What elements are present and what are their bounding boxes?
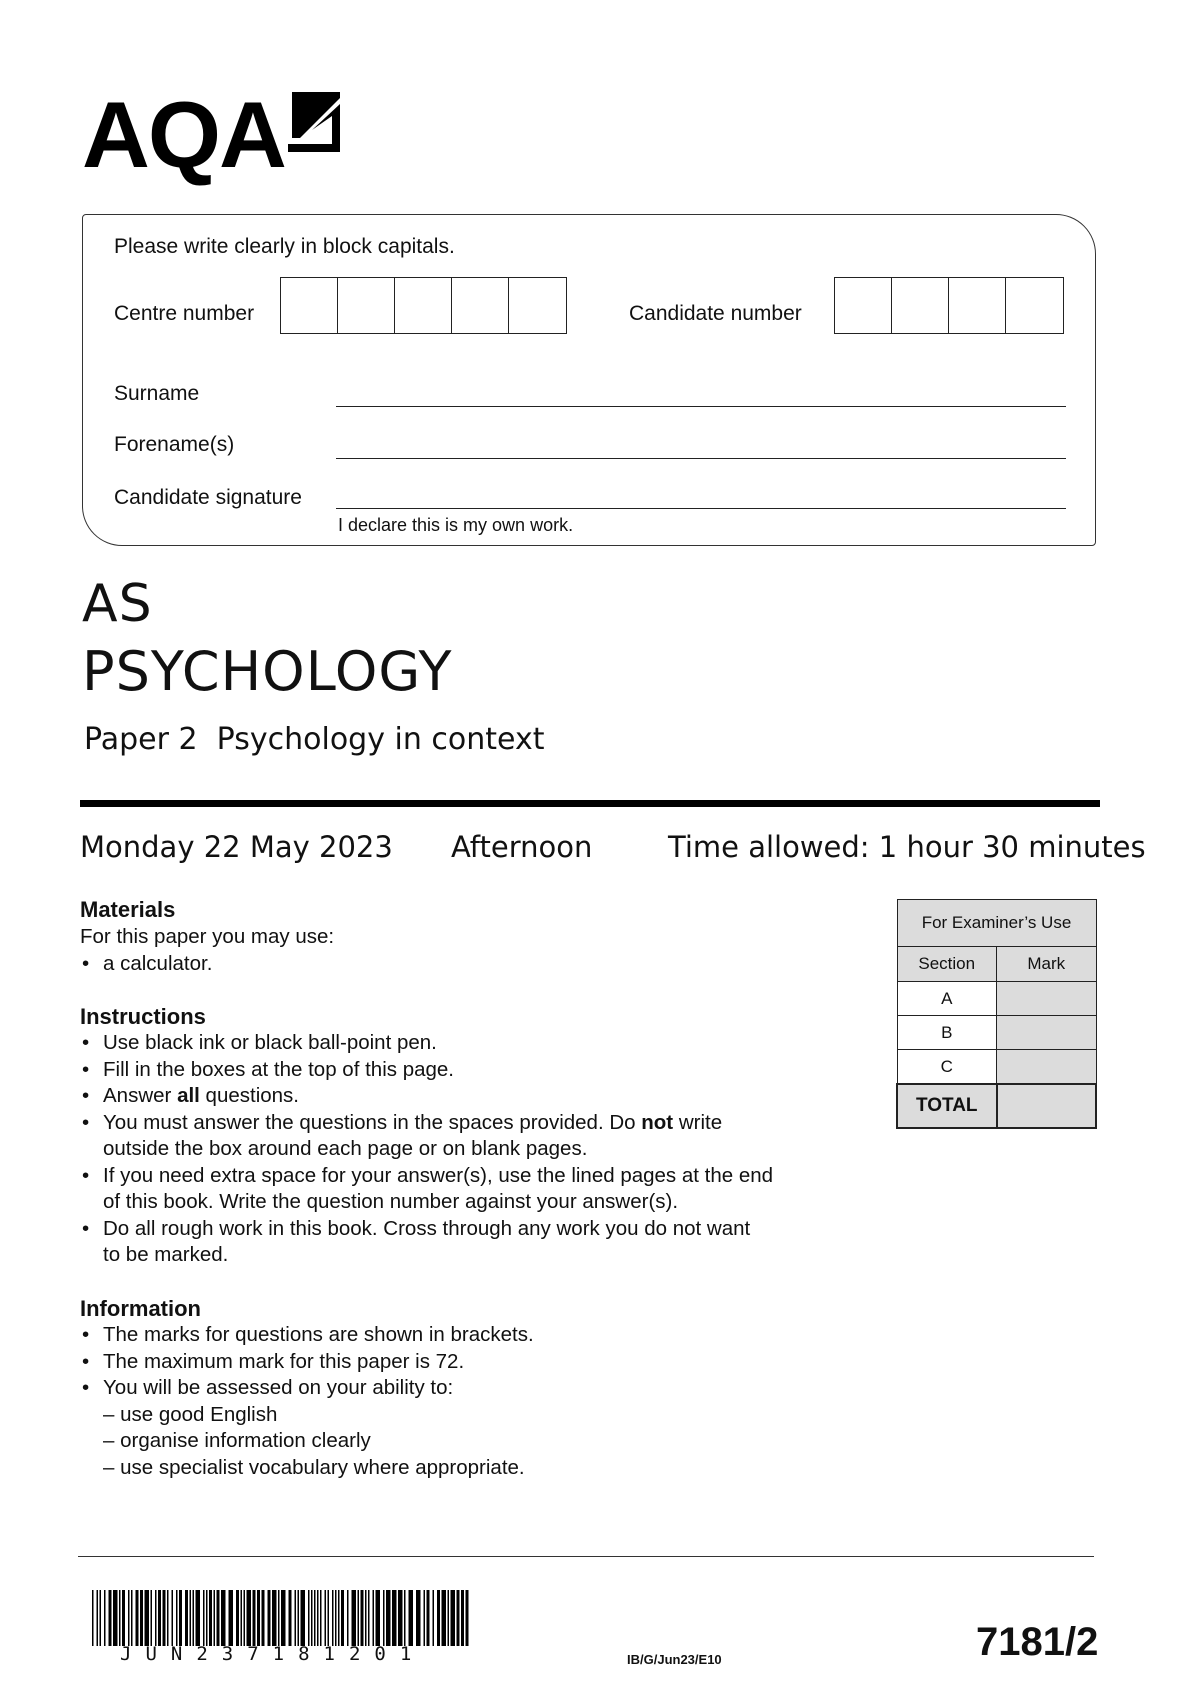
signature-label: Candidate signature xyxy=(114,486,302,509)
list-item: – use specialist vocabulary where appropriate. xyxy=(103,1455,525,1479)
candidate-digit-box[interactable] xyxy=(835,278,892,333)
surname-label: Surname xyxy=(114,382,200,405)
declaration-text: I declare this is my own work. xyxy=(338,515,574,535)
paper-reference: IB/G/Jun23/E10 xyxy=(627,1652,722,1667)
exam-session: Afternoon xyxy=(451,830,593,864)
aqa-logo-icon xyxy=(282,92,340,152)
time-allowed: Time allowed: 1 hour 30 minutes xyxy=(668,830,1146,864)
section-c-cell: C xyxy=(897,1050,997,1085)
list-item: • Answer all questions. xyxy=(82,1084,300,1107)
list-item: • Do all rough work in this book. Cross through any work you do not want to be marked. xyxy=(82,1216,751,1266)
list-item: • a calculator. xyxy=(82,951,213,975)
section-a-cell: A xyxy=(897,982,997,1016)
candidate-digit-box[interactable] xyxy=(949,278,1006,333)
section-b-cell: B xyxy=(897,1016,997,1050)
title-rule xyxy=(80,800,1100,807)
paper-code: 7181/2 xyxy=(976,1620,1099,1664)
centre-digit-box[interactable] xyxy=(281,278,338,333)
materials-intro: For this paper you may use: xyxy=(80,925,335,948)
instructions-heading: Instructions xyxy=(80,1004,206,1029)
centre-number-label: Centre number xyxy=(114,302,255,325)
centre-digit-box[interactable] xyxy=(509,278,566,333)
candidate-number-boxes[interactable] xyxy=(834,277,1064,334)
examiner-table-title: For Examiner’s Use xyxy=(897,900,1096,947)
candidate-number-label: Candidate number xyxy=(629,302,802,325)
materials-section xyxy=(80,924,840,977)
forename-label: Forename(s) xyxy=(114,433,235,456)
instructions-section xyxy=(80,1030,880,1269)
surname-line[interactable] xyxy=(336,406,1066,407)
list-item: • The marks for questions are shown in brackets. xyxy=(82,1323,534,1346)
list-item: • If you need extra space for your answer(s), use the lined pages at the end of this book. Write the question number against your answer(s). xyxy=(82,1163,774,1213)
list-item: • The maximum mark for this paper is 72. xyxy=(82,1349,465,1373)
signature-line[interactable] xyxy=(336,508,1066,509)
list-item: • You must answer the questions in the spaces provided. Do not write outside the box around each page or on blank pages. xyxy=(82,1110,723,1160)
list-item: – use good English xyxy=(103,1402,278,1426)
centre-number-boxes[interactable] xyxy=(280,277,567,334)
mark-cell[interactable] xyxy=(997,1016,1097,1050)
paper-title: Psychology in context xyxy=(216,722,545,757)
footer-rule xyxy=(78,1556,1094,1557)
exam-level: AS xyxy=(82,574,153,634)
information-heading: Information xyxy=(80,1296,201,1321)
examiner-use-table xyxy=(896,899,1097,1129)
centre-digit-box[interactable] xyxy=(338,278,395,333)
forename-line[interactable] xyxy=(336,458,1066,459)
list-item: • Use black ink or black ball-point pen. xyxy=(82,1031,437,1054)
candidate-digit-box[interactable] xyxy=(1006,278,1063,333)
centre-digit-box[interactable] xyxy=(395,278,452,333)
list-item: • You will be assessed on your ability to: xyxy=(82,1376,454,1399)
total-cell: TOTAL xyxy=(897,1084,997,1128)
information-section xyxy=(80,1322,880,1481)
list-item: • Fill in the boxes at the top of this page. xyxy=(82,1057,454,1081)
mark-column-header: Mark xyxy=(997,947,1097,982)
section-column-header: Section xyxy=(897,947,997,982)
paper-line xyxy=(84,722,544,757)
list-item: – organise information clearly xyxy=(103,1429,371,1452)
candidate-digit-box[interactable] xyxy=(892,278,949,333)
mark-cell[interactable] xyxy=(997,1050,1097,1085)
block-capitals-instruction: Please write clearly in block capitals. xyxy=(114,235,455,258)
total-mark-cell[interactable] xyxy=(997,1084,1097,1128)
barcode-icon xyxy=(92,1590,472,1646)
aqa-logo-text: AQA xyxy=(82,82,285,187)
exam-date: Monday 22 May 2023 xyxy=(80,830,393,864)
paper-number: Paper 2 xyxy=(84,722,198,757)
centre-digit-box[interactable] xyxy=(452,278,509,333)
barcode-text: JUN237181201 xyxy=(120,1643,426,1665)
exam-subject: PSYCHOLOGY xyxy=(82,640,453,703)
mark-cell[interactable] xyxy=(997,982,1097,1016)
materials-heading: Materials xyxy=(80,897,176,922)
